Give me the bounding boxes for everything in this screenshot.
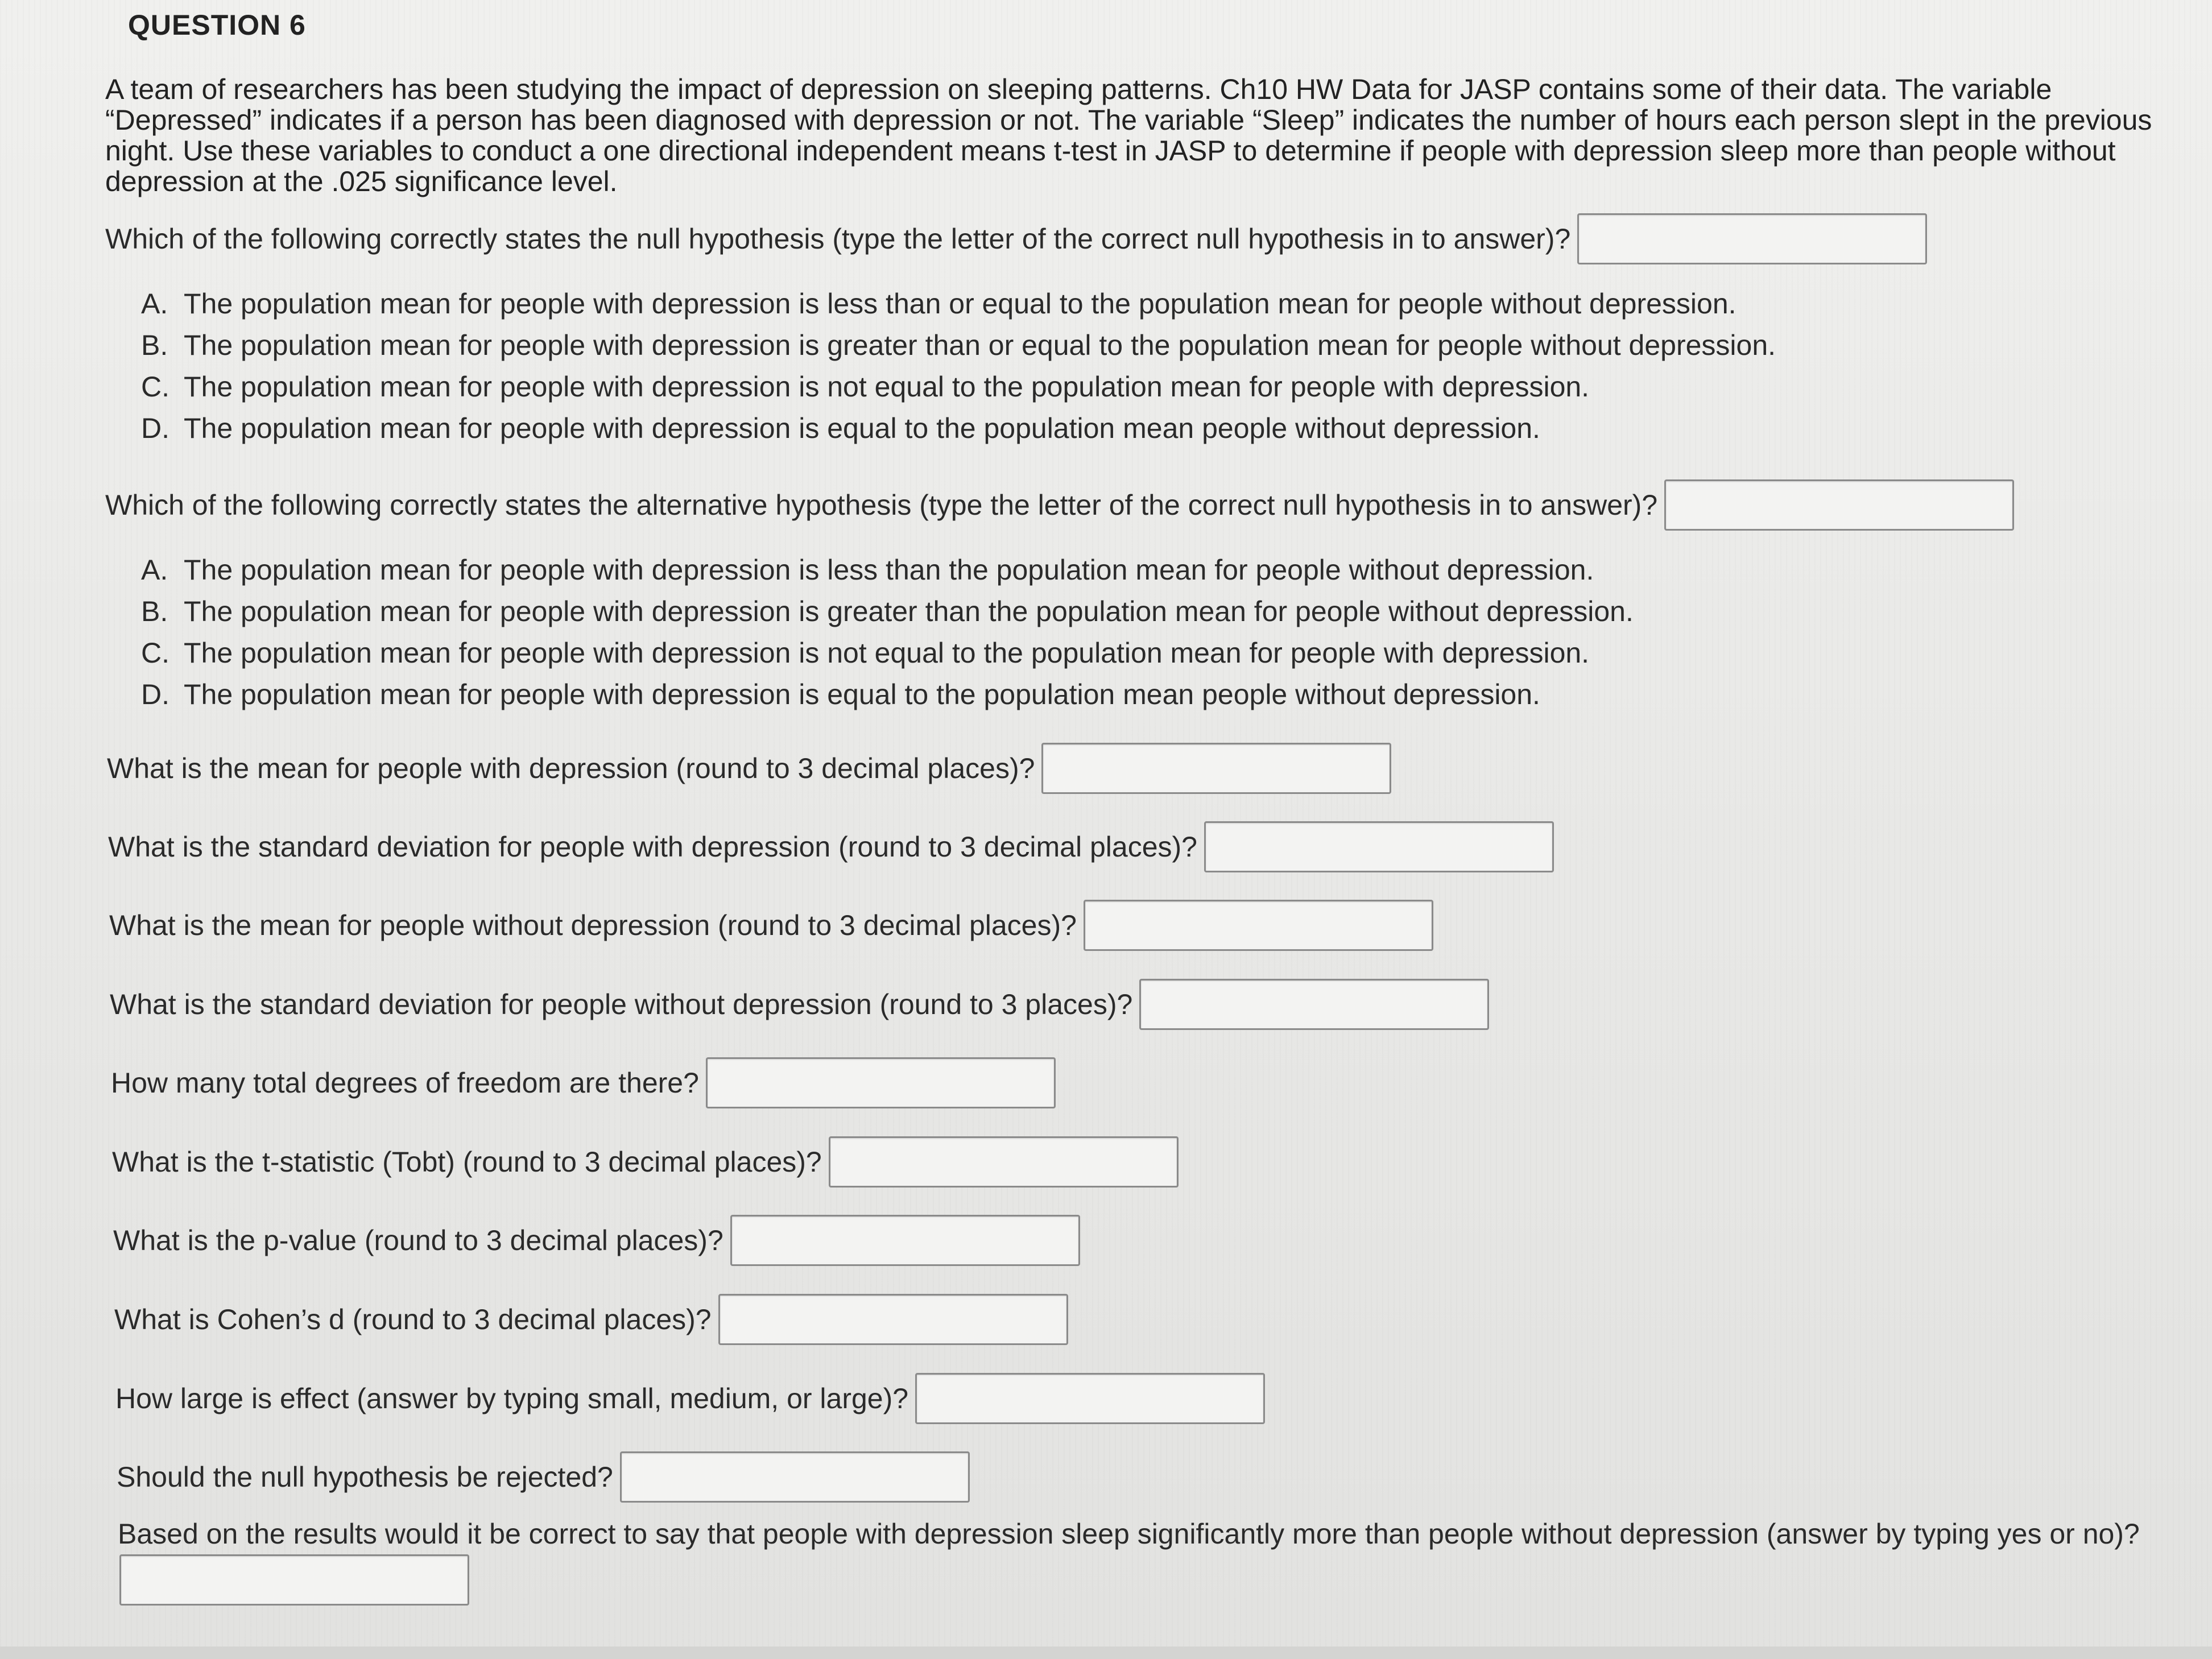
effect-size-prompt: How large is effect (answer by typing small, medium, or large)? — [115, 1383, 909, 1414]
p-value-input[interactable] — [730, 1215, 1080, 1266]
null-hypothesis-options — [141, 283, 1776, 449]
reject-null-question — [117, 1451, 970, 1503]
screen-bottom-edge — [0, 1646, 2212, 1659]
null-option-c: C. The population mean for people with depression is not equal to the population mean for people with depression. — [141, 371, 1590, 403]
t-statistic-question — [112, 1136, 1179, 1188]
cohens-d-input[interactable] — [718, 1294, 1068, 1345]
null-hypothesis-answer-input[interactable] — [1577, 213, 1927, 264]
null-hypothesis-prompt: Which of the following correctly states the null hypothesis (type the letter of the correct null hypothesis in to answer)? — [105, 223, 1571, 255]
alt-option-d: D. The population mean for people with depression is equal to the population mean people without depression. — [141, 679, 1540, 710]
t-statistic-prompt: What is the t-statistic (Tobt) (round to 3 decimal places)? — [112, 1146, 822, 1178]
sd-depression-input[interactable] — [1204, 821, 1554, 872]
alt-hypothesis-options — [141, 549, 1634, 715]
alt-hypothesis-answer-input[interactable] — [1664, 479, 2014, 531]
alt-option-b: B. The population mean for people with depression is greater than the population mean for people without depression. — [141, 595, 1634, 627]
sd-no-depression-input[interactable] — [1139, 979, 1489, 1030]
t-statistic-input[interactable] — [829, 1136, 1179, 1188]
degrees-freedom-input[interactable] — [706, 1057, 1056, 1108]
conclusion-input[interactable] — [119, 1554, 469, 1606]
conclusion-prompt: Based on the results would it be correct to say that people with depression sleep significantly more than people without depression (answer by typing yes or no)? — [118, 1518, 2140, 1550]
reject-null-input[interactable] — [620, 1451, 970, 1503]
null-option-a: A. The population mean for people with depression is less than or equal to the population mean for people without depression. — [141, 288, 1736, 320]
p-value-question — [113, 1215, 1080, 1266]
cohens-d-prompt: What is Cohen’s d (round to 3 decimal places)? — [114, 1304, 712, 1335]
null-option-d: D. The population mean for people with depression is equal to the population mean people without depression. — [141, 412, 1540, 444]
p-value-prompt: What is the p-value (round to 3 decimal places)? — [113, 1224, 723, 1256]
sd-no-depression-question — [110, 979, 1489, 1030]
null-option-b: B. The population mean for people with depression is greater than or equal to the population mean for people without depression. — [141, 329, 1776, 361]
alt-hypothesis-prompt: Which of the following correctly states the alternative hypothesis (type the letter of the correct null hypothesis in to answer)? — [105, 489, 1658, 521]
sd-depression-prompt: What is the standard deviation for people with depression (round to 3 decimal places)? — [108, 831, 1197, 863]
mean-depression-prompt: What is the mean for people with depression (round to 3 decimal places)? — [107, 752, 1035, 784]
alt-hypothesis-question — [105, 479, 2014, 531]
alt-option-c: C. The population mean for people with depression is not equal to the population mean for people with depression. — [141, 637, 1590, 669]
effect-size-question — [115, 1373, 1265, 1424]
mean-no-depression-prompt: What is the mean for people without depression (round to 3 decimal places)? — [109, 909, 1077, 941]
mean-no-depression-question — [109, 900, 1433, 951]
degrees-freedom-prompt: How many total degrees of freedom are there? — [111, 1067, 699, 1099]
sd-depression-question — [108, 821, 1554, 872]
question-title: QUESTION 6 — [128, 9, 306, 41]
alt-option-a: A. The population mean for people with depression is less than the population mean for people without depression. — [141, 554, 1594, 586]
mean-no-depression-input[interactable] — [1084, 900, 1433, 951]
null-hypothesis-question — [105, 213, 1927, 264]
reject-null-prompt: Should the null hypothesis be rejected? — [117, 1461, 613, 1493]
degrees-freedom-question — [111, 1057, 1056, 1108]
mean-depression-question — [107, 743, 1391, 794]
mean-depression-input[interactable] — [1041, 743, 1391, 794]
intro-paragraph: A team of researchers has been studying the impact of depression on sleeping patterns. Ch10 HW Data for JASP contains some of their data. The variable “Depressed” indicates if a person has been diagnosed with depression or not. The variable “Sleep” indicates the number of hours each person slept in the previous night. Use these variables to conduct a one directional independent means t-test in JASP to determine if people with depression sleep more than people without depression at the .025 significance level. — [105, 73, 2152, 197]
effect-size-input[interactable] — [915, 1373, 1265, 1424]
cohens-d-question — [114, 1294, 1068, 1345]
sd-no-depression-prompt: What is the standard deviation for people without depression (round to 3 places)? — [110, 988, 1133, 1020]
